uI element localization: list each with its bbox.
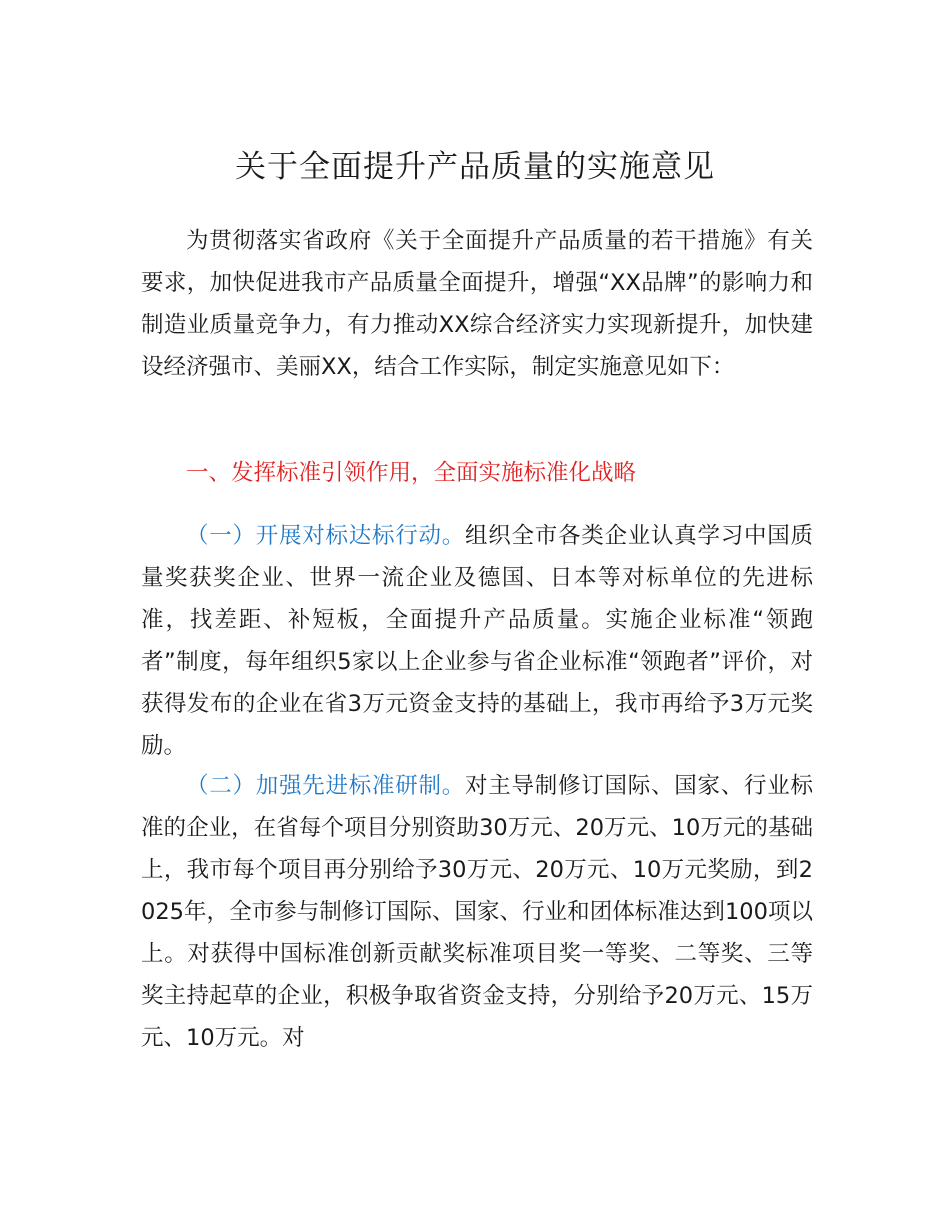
item-2-paragraph [141, 765, 813, 1059]
item-1-body: 组织全市各类企业认真学习中国质量奖获奖企业、世界一流企业及德国、日本等对标单位的先进标准，找差距、补短板，全面提升产品质量。实施企业标准“领跑者”制度，每年组织5家以上企业参与省企业标准“领跑者”评价，对获得发布的企业在省3万元资金支持的基础上，我市再给予3万元奖励。 [141, 523, 813, 759]
item-2-body: 对主导制修订国际、国家、行业标准的企业，在省每个项目分别资助30万元、20万元、10万元的基础上，我市每个项目再分别给予30万元、20万元、10万元奖励，到2025年，全市参与制修订国际、国家、行业和团体标准达到100项以上。对获得中国标准创新贡献奖标准项目奖一等奖、二等奖、三等奖主持起草的企业，积极争取省资金支持，分别给予20万元、15万元、10万元。对 [141, 773, 813, 1051]
intro-text: 为贯彻落实省政府《关于全面提升产品质量的若干措施》有关要求，加快促进我市产品质量全面提升，增强“XX品牌”的影响力和制造业质量竞争力，有力推动XX综合经济实力实现新提升，加快建设经济强市、美丽XX，结合工作实际，制定实施意见如下： [141, 228, 813, 380]
item-2-text [141, 765, 813, 1059]
item-1-subhead: （一）开展对标达标行动。 [186, 523, 465, 549]
intro-paragraph [141, 220, 813, 388]
item-2-subhead: （二）加强先进标准研制。 [186, 773, 465, 799]
document-title: 关于全面提升产品质量的实施意见 [235, 149, 715, 185]
item-1-paragraph [141, 515, 813, 767]
section-heading-text: 一、发挥标准引领作用，全面实施标准化战略 [186, 460, 637, 486]
section-heading [141, 452, 813, 494]
item-1-text [141, 515, 813, 767]
